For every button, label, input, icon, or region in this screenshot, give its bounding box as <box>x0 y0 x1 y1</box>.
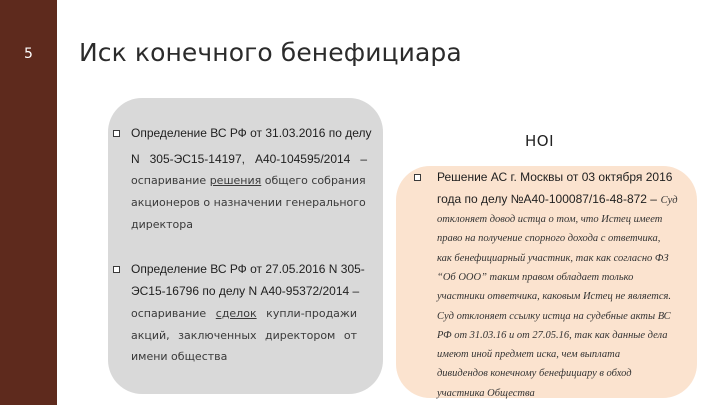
case-desc-2-rest: купли-продажи <box>266 307 357 320</box>
badge-label: НОI <box>525 132 555 150</box>
case-desc-1-line4: акционеров о назначении генерального <box>131 196 366 209</box>
ruling-line: “Об ООО” таким правом обладает только <box>437 271 634 283</box>
ruling-line: дивидендов конечному бенефициару в обход <box>437 368 632 380</box>
bullet-icon <box>113 266 120 273</box>
ruling-line: участники ответчика, каковым Истец не является. <box>437 291 671 303</box>
slide-number: 5 <box>24 46 33 62</box>
ruling-line1: Решение АС г. Москвы от 03 октября 2016 <box>437 170 673 184</box>
case-desc-2-line3 <box>131 307 357 320</box>
ruling-line: имеют иной предмет иска, чем выплата <box>437 349 621 361</box>
bullet-icon <box>113 130 120 137</box>
case-ref-1-line1: Определение ВС РФ от 31.03.2016 по делу <box>131 126 372 140</box>
ruling-line: отклоняет довод истца о том, что Истец имеет <box>437 214 663 225</box>
case-desc-2-w3: директором <box>265 329 336 342</box>
ruling-line2 <box>437 192 678 206</box>
case-desc-1-line3 <box>131 174 366 187</box>
case-desc-2-w1: акций, <box>131 329 170 342</box>
ruling-line: право на получение спорного дохода с ответчика, <box>437 233 661 245</box>
case-ref-2-line1: Определение ВС РФ от 27.05.2016 N 305- <box>131 262 365 276</box>
ruling-line: Суд отклоняет ссылку истца на судебные акты ВС <box>437 310 671 322</box>
case-desc-2-word: оспаривание <box>131 307 207 320</box>
case-desc-1-line5: директора <box>131 218 194 231</box>
case-ref-2-line2: ЭС15-16796 по делу N А40-95372/2014 – <box>131 284 360 298</box>
ruling-case-number: года по делу №А40-100087/16-48-872 – <box>437 192 657 206</box>
case-ref-1-n: N <box>131 152 140 166</box>
ruling-line: как бенефициарный участник, так как согласно ФЗ <box>437 252 669 264</box>
slide-title: Иск конечного бенефициара <box>79 38 462 67</box>
case-ref-1-number: 305-ЭС15-14197, <box>149 152 245 166</box>
ruling-line: участника Общества <box>437 387 535 399</box>
case-desc-2-w4: от <box>343 329 357 342</box>
ruling-line: РФ от 31.03.16 и от 27.05.16, так как данные дела <box>437 329 668 341</box>
bullet-icon <box>414 174 421 181</box>
decision-link[interactable]: решения <box>209 174 262 187</box>
ruling-court-word: Суд <box>660 195 678 206</box>
case-ref-1-dash: – <box>360 152 367 166</box>
case-ref-1-line2 <box>131 152 367 166</box>
case-desc-2-line5: имени общества <box>131 350 228 363</box>
case-desc-1-word: оспаривание <box>131 174 207 187</box>
case-desc-2-line4 <box>131 329 357 342</box>
case-desc-2-w2: заключенных <box>178 329 257 342</box>
deals-link[interactable]: сделок <box>215 307 257 320</box>
case-desc-1-rest: общего собрания <box>264 174 366 187</box>
case-ref-1-case: А40-104595/2014 <box>254 152 351 166</box>
